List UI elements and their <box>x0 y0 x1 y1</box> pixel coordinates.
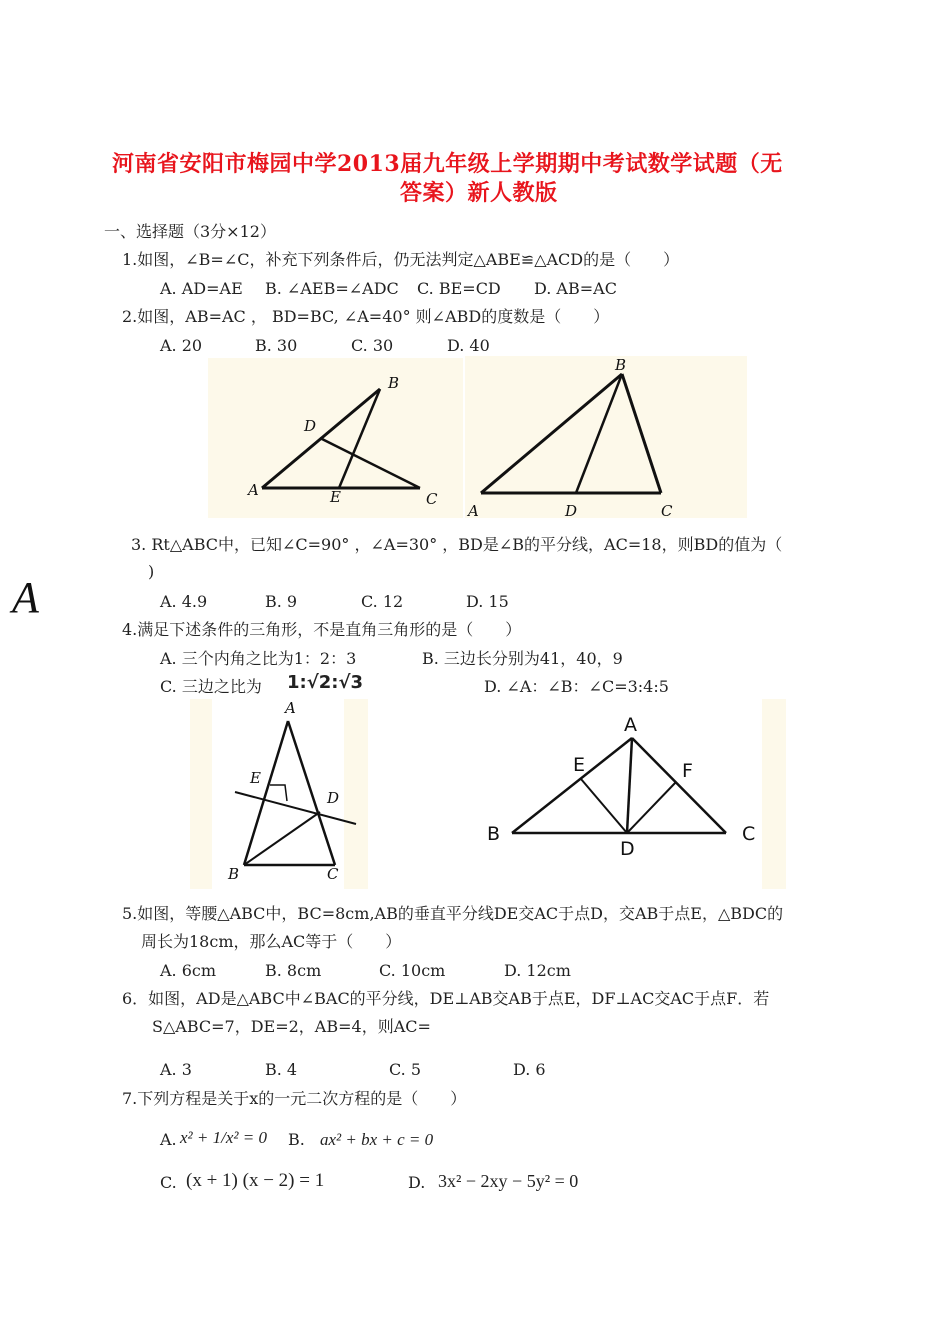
question-4-option-c: C. 三边之比为 <box>160 677 262 696</box>
fig4-label-b: B <box>487 823 501 845</box>
question-7-option-a-equation: x² + 1/x² = 0 <box>180 1128 267 1147</box>
question-5-option-c: C. 10cm <box>379 961 446 980</box>
fig3-label-b: B <box>228 865 240 883</box>
question-1-option-c: C. BE=CD <box>417 279 501 298</box>
fig1-label-e: E <box>330 488 341 506</box>
question-7-option-c-equation: (x + 1) (x − 2) = 1 <box>186 1170 325 1191</box>
question-1-option-a: A. AD=AE <box>160 279 243 298</box>
question-2-option-c: C. 30 <box>351 336 394 355</box>
figure-3-triangle <box>190 699 368 889</box>
question-6-stem: 6．如图，AD是△ABC中∠BAC的平分线，DE⊥AB交AB于点E，DF⊥AC交AC于点F．若 <box>122 989 770 1008</box>
question-7-option-c-label: C. <box>160 1173 177 1192</box>
question-7-option-b-label: B. <box>288 1130 305 1149</box>
section-heading: 一、选择题（3分×12） <box>104 222 276 241</box>
fig4-label-e: E <box>573 754 586 776</box>
question-4-stem: 4.满足下述条件的三角形，不是直角三角形的是（ ） <box>122 620 522 639</box>
question-5-stem-2: 周长为18cm，那么AC等于（ ） <box>141 932 402 951</box>
question-6-option-a: A. 3 <box>160 1060 192 1079</box>
margin-letter: A <box>12 573 39 622</box>
fig3-label-d: D <box>327 789 340 807</box>
figure-1-triangle <box>208 358 463 518</box>
question-7-option-d-equation: 3x² − 2xy − 5y² = 0 <box>438 1171 579 1191</box>
question-7-stem: 7.下列方程是关于x的一元二次方程的是（ ） <box>122 1089 467 1108</box>
question-7-option-a-label: A. <box>160 1130 177 1149</box>
title-line-2: 答案）新人教版 <box>400 180 558 206</box>
question-6-option-c: C. 5 <box>389 1060 422 1079</box>
question-5-option-b: B. 8cm <box>265 961 322 980</box>
question-4-ratio: 1:√2:√3 <box>287 672 363 693</box>
question-4-option-a: A. 三个内角之比为1：2：3 <box>160 649 357 668</box>
question-3-option-b: B. 9 <box>265 592 298 611</box>
fig3-label-e: E <box>250 769 261 787</box>
question-2-stem: 2.如图，AB=AC ， BD=BC, ∠A=40° 则∠ABD的度数是（ ） <box>122 307 610 326</box>
fig2-label-c: C <box>661 502 673 518</box>
question-3-option-d: D. 15 <box>466 592 509 611</box>
figure-4-triangle <box>476 699 786 889</box>
fig2-label-d: D <box>565 502 578 518</box>
fig1-label-b: B <box>388 374 400 392</box>
question-7-option-b-equation: ax² + bx + c = 0 <box>320 1130 434 1149</box>
fig3-label-c: C <box>327 865 339 883</box>
fig2-label-b: B <box>615 356 627 374</box>
question-5-option-d: D. 12cm <box>504 961 571 980</box>
question-3-stem: 3. Rt△ABC中，已知∠C=90° ，∠A=30° ，BD是∠B的平分线，AC=18，则BD的值为（ <box>131 535 783 554</box>
fig3-label-a: A <box>285 699 296 717</box>
question-1-option-b: B. ∠AEB=∠ADC <box>265 279 399 298</box>
question-5-stem: 5.如图，等腰△ABC中，BC=8cm,AB的垂直平分线DE交AC于点D，交AB于点E，△BDC的 <box>122 904 784 923</box>
fig4-label-f: F <box>682 760 693 782</box>
fig1-label-d: D <box>304 417 317 435</box>
question-6-stem-2: S△ABC=7，DE=2，AB=4，则AC= <box>152 1017 431 1036</box>
question-5-option-a: A. 6cm <box>160 961 217 980</box>
question-4-option-b: B. 三边长分别为41，40，9 <box>422 649 623 668</box>
question-4-option-d: D. ∠A：∠B：∠C=3:4:5 <box>484 677 669 696</box>
fig1-label-a: A <box>248 481 259 499</box>
question-1-stem: 1.如图，∠B=∠C，补充下列条件后，仍无法判定△ABE≌△ACD的是（ ） <box>122 250 680 269</box>
fig4-label-a: A <box>624 714 637 736</box>
fig1-label-c: C <box>426 490 438 508</box>
title-line-1: 河南省安阳市梅园中学2013届九年级上学期期中考试数学试题（无 <box>112 151 783 177</box>
question-1-option-d: D. AB=AC <box>534 279 617 298</box>
question-2-option-a: A. 20 <box>160 336 203 355</box>
question-3-option-c: C. 12 <box>361 592 404 611</box>
question-6-option-d: D. 6 <box>513 1060 546 1079</box>
fig2-label-a: A <box>468 502 479 518</box>
fig4-label-c: C <box>742 823 756 845</box>
figure-2-triangle <box>465 356 747 518</box>
fig4-label-d: D <box>620 838 635 860</box>
question-3-option-a: A. 4.9 <box>160 592 208 611</box>
question-6-option-b: B. 4 <box>265 1060 298 1079</box>
question-2-option-b: B. 30 <box>255 336 298 355</box>
question-2-option-d: D. 40 <box>447 336 490 355</box>
question-3-stem-end: ) <box>148 562 155 581</box>
question-7-option-d-label: D. <box>408 1173 426 1192</box>
